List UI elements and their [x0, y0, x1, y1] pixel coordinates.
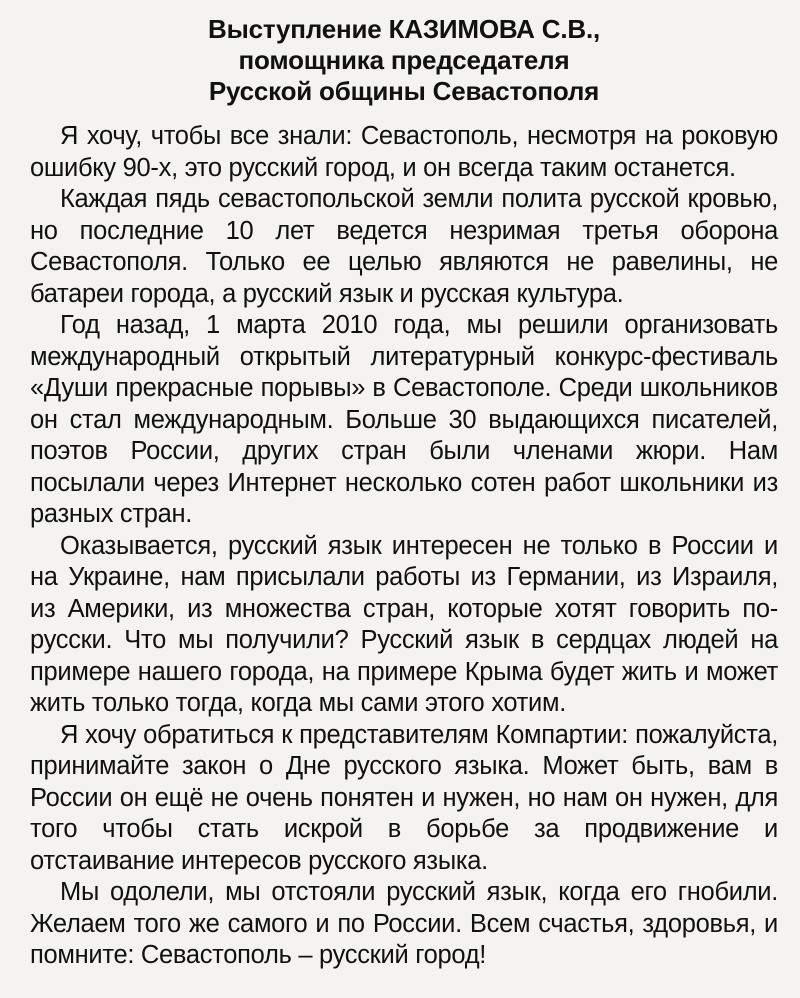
paragraph-1: Я хочу, чтобы все знали: Севастополь, несмотря на роковую ошибку 90-х, это русский город, и он всегда таким останется. — [30, 122, 778, 182]
page-title — [30, 14, 778, 107]
paragraph-5: Я хочу обратиться к представителям Компартии: пожалуйста, принимайте закон о Дне русского языка. Может быть, вам в России он ещё не очень понятен и нужен, но нам он нужен, для того чтобы стать искрой в борьбе за продвижение и отстаивание интересов русского языка. — [30, 720, 778, 875]
paragraph-2: Каждая пядь севастопольской земли полита русской кровью, но последние 10 лет ведется незримая третья оборона Севастополя. Только ее целью являются не равелины, не батареи города, а русский язык и русская культура. — [30, 185, 778, 308]
title-line-2: помощника председателя — [238, 45, 570, 75]
title-line-3: Русской общины Севастополя — [208, 76, 600, 106]
paragraph-4: Оказывается, русский язык интересен не только в России и на Украине, нам присылали работы из Германии, из Израиля, из Америки, из множества стран, которые хотят говорить по-русски. Что мы получили? Русский язык в сердцах людей на примере нашего города, на примере Крыма будет жить и может жить только тогда, когда мы сами этого хотим. — [30, 531, 778, 717]
article-body — [30, 121, 778, 972]
paragraph-3: Год назад, 1 марта 2010 года, мы решили организовать международный открытый литературный конкурс-фестиваль «Души прекрасные порывы» в Севастополе. Среди школьников он стал международным. Больше 30 выдающихся писателей, поэтов России, других стран были членами жюри. Нам посылали через Интернет несколько сотен работ школьники из разных стран. — [30, 311, 778, 528]
paragraph-6: Мы одолели, мы отстояли русский язык, когда его гнобили. Желаем того же самого и по России. Всем счастья, здоровья, и помните: Севастополь – русский город! — [30, 878, 778, 969]
title-line-1: Выступление КАЗИМОВА С.В., — [208, 14, 600, 44]
